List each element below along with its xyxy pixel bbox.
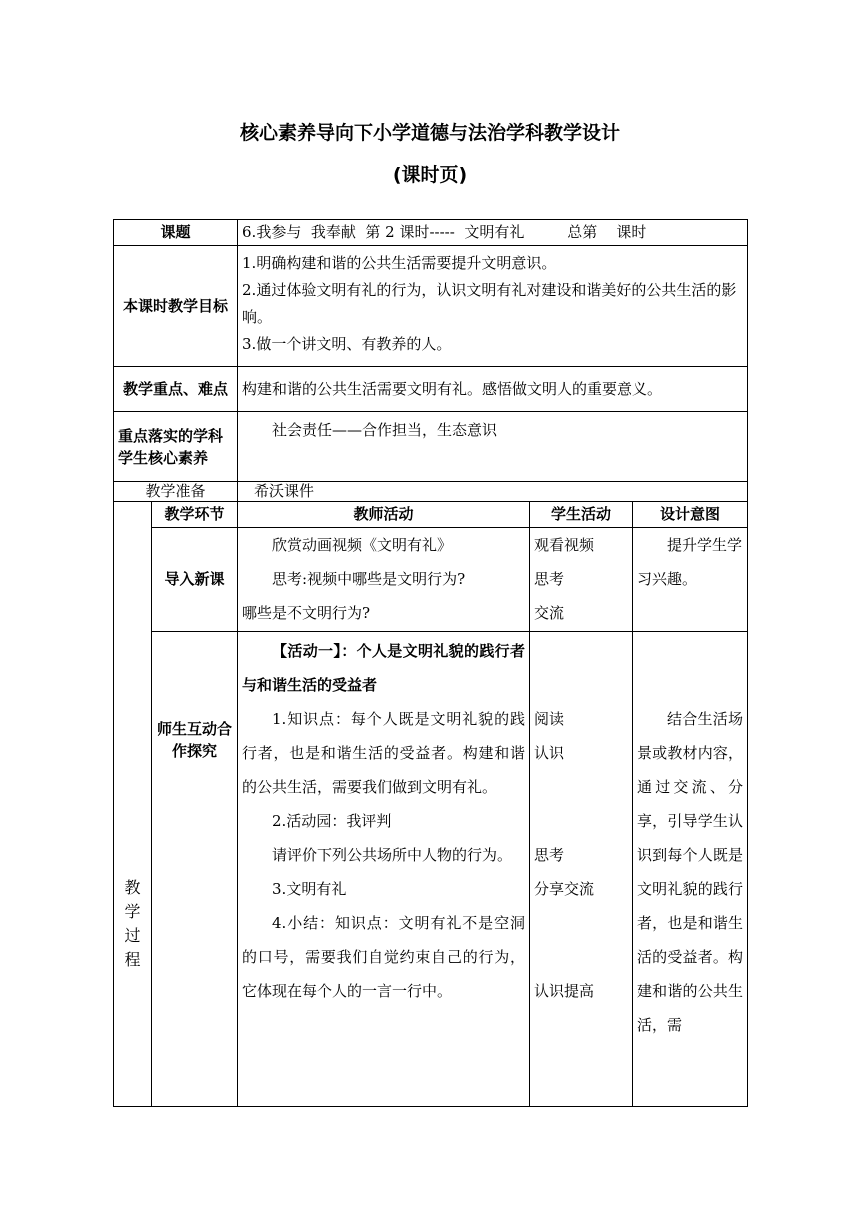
column-header-row [114, 502, 748, 528]
explore-teacher-line-1: 1.知识点：每个人既是文明礼貌的践行者，也是和谐生活的受益者。构建和谐的公共生活，需要我们做到文明有礼。 [242, 710, 526, 796]
explore-intent [633, 632, 748, 1107]
prep-label: 教学准备 [114, 482, 238, 502]
explore-student-line-2: 认识 [534, 744, 565, 762]
document-title: 核心素养导向下小学道德与法治学科教学设计 [239, 122, 620, 144]
explore-teacher-line-2: 2.活动园：我评判 [272, 812, 392, 830]
explore-row [114, 632, 748, 1107]
explore-teacher-line-3: 请评价下列公共场所中人物的行为。 [272, 846, 513, 864]
lesson-plan-table [113, 219, 748, 1107]
intro-teacher-line-2: 思考:视频中哪些是文明行为? [272, 570, 466, 588]
explore-student-line-1: 阅读 [534, 710, 565, 728]
intro-teacher-line-1: 欣赏动画视频《文明有礼》 [272, 536, 453, 554]
intro-teacher-line-3: 哪些是不文明行为? [242, 604, 371, 622]
literacy-value: 社会责任——合作担当，生态意识 [238, 412, 748, 482]
topic-row [114, 220, 748, 246]
objective-3: 3.做一个讲文明、有教养的人。 [242, 335, 452, 353]
key-points-value: 构建和谐的公共生活需要文明有礼。感悟做文明人的重要意义。 [238, 367, 748, 412]
col-header-student: 学生活动 [530, 502, 633, 528]
explore-student-line-3: 思考 [534, 846, 565, 864]
literacy-row [114, 412, 748, 482]
objectives-label: 本课时教学目标 [114, 246, 238, 367]
process-label-text: 教学过程 [124, 878, 141, 969]
intro-student-line-2: 思考 [534, 570, 565, 588]
objectives-row [114, 246, 748, 367]
explore-student-line-5: 认识提高 [534, 982, 595, 1000]
explore-intent-text: 结合生活场景或教材内容，通过交流、分享，引导学生认识到每个人既是文明礼貌的践行者，也是和谐生活的受益者。构建和谐的公共生活，需 [637, 710, 744, 1034]
process-label [114, 502, 152, 1107]
explore-teacher [238, 632, 530, 1107]
intro-intent-text: 提升学生学习兴趣。 [637, 536, 743, 588]
activity-title: 【活动一】：个人是文明礼貌的践行者与和谐生活的受益者 [242, 642, 526, 694]
intro-student [530, 528, 633, 632]
document-subtitle: (课时页) [392, 164, 468, 186]
explore-student-line-4: 分享交流 [534, 880, 595, 898]
objectives-cell [238, 246, 748, 367]
literacy-label: 重点落实的学科学生核心素养 [114, 412, 238, 482]
key-points-label: 教学重点、难点 [114, 367, 238, 412]
explore-student [530, 632, 633, 1107]
explore-teacher-line-4: 3.文明有礼 [272, 880, 347, 898]
key-points-row [114, 367, 748, 412]
prep-value: 希沃课件 [238, 482, 748, 502]
prep-row [114, 482, 748, 502]
intro-teacher [238, 528, 530, 632]
topic-value: 6.我参与 我奉献 第 2 课时----- 文明有礼 总第 课时 [238, 220, 748, 246]
objective-2: 2.通过体验文明有礼的行为，认识文明有礼对建设和谐美好的公共生活的影响。 [242, 281, 737, 326]
objective-1: 1.明确构建和谐的公共生活需要提升文明意识。 [242, 254, 557, 272]
col-header-teacher: 教师活动 [238, 502, 530, 528]
col-header-intent: 设计意图 [633, 502, 748, 528]
intro-student-line-3: 交流 [534, 604, 565, 622]
explore-teacher-line-5: 4.小结：知识点：文明有礼不是空洞的口号，需要我们自觉约束自己的行为，它体现在每个人的一言一行中。 [242, 914, 526, 1000]
intro-stage: 导入新课 [152, 528, 238, 632]
explore-stage: 师生互动合作探究 [152, 632, 238, 1107]
intro-intent [633, 528, 748, 632]
col-header-stage: 教学环节 [152, 502, 238, 528]
intro-student-line-1: 观看视频 [534, 536, 595, 554]
intro-row [114, 528, 748, 632]
topic-label: 课题 [114, 220, 238, 246]
